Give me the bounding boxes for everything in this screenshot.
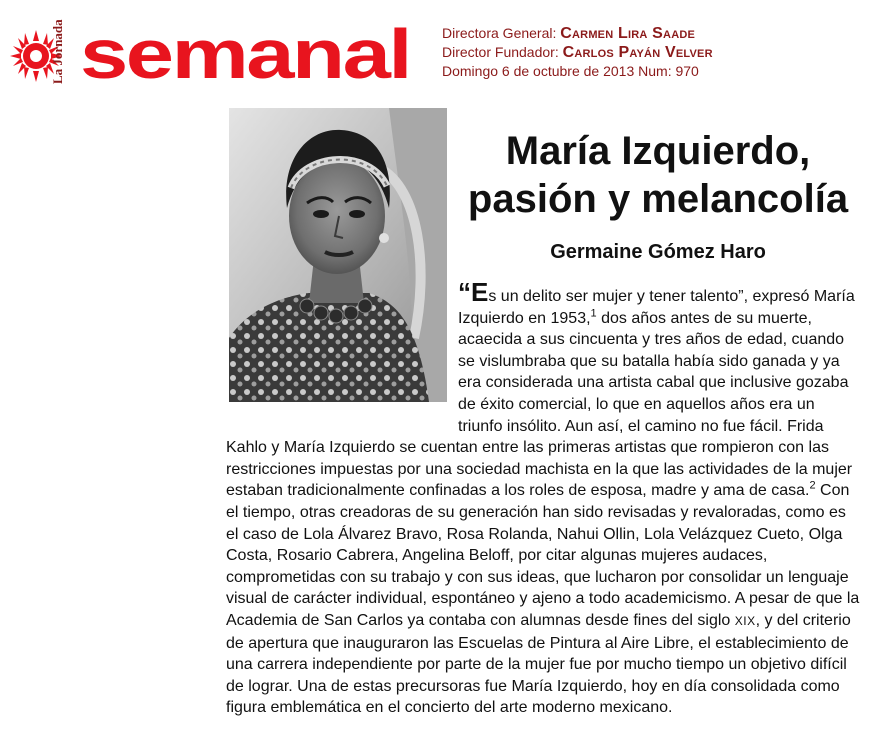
brand-small-text: La Jornada bbox=[50, 19, 65, 84]
footnote-ref-1[interactable]: 1 bbox=[590, 307, 597, 320]
masthead-credits bbox=[442, 24, 713, 81]
semanal-logo bbox=[10, 8, 430, 90]
article-body bbox=[226, 277, 862, 719]
paragraph-text-c: Con el tiempo, otras creadoras de su generación han sido revisadas y revaloradas, como es el caso de Lola Álvarez Bravo, Rosa Rolanda, Nahui Ollin, Lola Velázquez Cueto, Olga Costa, Rosario Cabrera, Angelina Beloff, por citar algunas mujeres audaces, comprometidas con su trabajo y con sus ideas, que lucharon por consolidar un lenguaje visual de carácter individual, espontáneo y ajeno a todo academicismo. A pesar de que la Academia de San Carlos ya contaba con alumnas desde fines del siglo bbox=[226, 482, 860, 629]
open-quote: “ bbox=[458, 277, 471, 307]
directora-line bbox=[442, 24, 713, 43]
article-title bbox=[456, 127, 860, 223]
drop-cap: E bbox=[471, 277, 489, 307]
footnote-ref-2[interactable]: 2 bbox=[809, 480, 816, 493]
paragraph-text-d: , y del criterio de apertura que inauguraron las Escuelas de Pintura al Aire Libre, el establecimiento de una carrera independiente por parte de la mujer fue por mucho tiempo un objetivo difícil de lograr. Una de estas precursoras fue María Izquierdo, hoy en día consolidada como figura emblemática en el concierto del arte moderno mexicano. bbox=[226, 611, 851, 717]
directora-label: Directora General: bbox=[442, 25, 561, 41]
fundador-line bbox=[442, 43, 713, 62]
issue-line: Domingo 6 de octubre de 2013 Num: 970 bbox=[442, 63, 699, 79]
century-smallcaps: XIX bbox=[734, 613, 756, 628]
photo-wrap-spacer bbox=[226, 284, 458, 426]
paragraph-text-a: s un delito ser mujer y tener talento”, expresó María Izquierdo en 1953, bbox=[458, 288, 855, 327]
fundador-label: Director Fundador: bbox=[442, 44, 563, 60]
article-title-line2: pasión y melancolía bbox=[467, 177, 849, 221]
directora-name: Carmen Lira Saade bbox=[560, 25, 696, 42]
paragraph-text-b: dos años antes de su muerte, acaecida a sus cincuenta y tres años de edad, cuando se vislumbraba que su batalla había sido ganada y ya era considerada una artista cabal que inclusive gozaba de éxito comercial, lo que en aquellos años era un triunfo insólito. Aun así, el camino no fue fácil. Frida Kahlo y María Izquierdo se cuentan entre las primeras artistas que rompieron con las restricciones impuestas por una sociedad machista en la que las actividades de la mujer estaban tradicionalmente confinadas a los roles de esposa, madre y ama de casa. bbox=[226, 309, 853, 500]
article-title-line1: María Izquierdo, bbox=[505, 129, 811, 173]
article-author: Germaine Gómez Haro bbox=[550, 241, 766, 263]
brand-large-text: semanal bbox=[80, 15, 410, 90]
fundador-name: Carlos Payán Velver bbox=[562, 44, 713, 61]
masthead-logo[interactable] bbox=[10, 8, 430, 90]
